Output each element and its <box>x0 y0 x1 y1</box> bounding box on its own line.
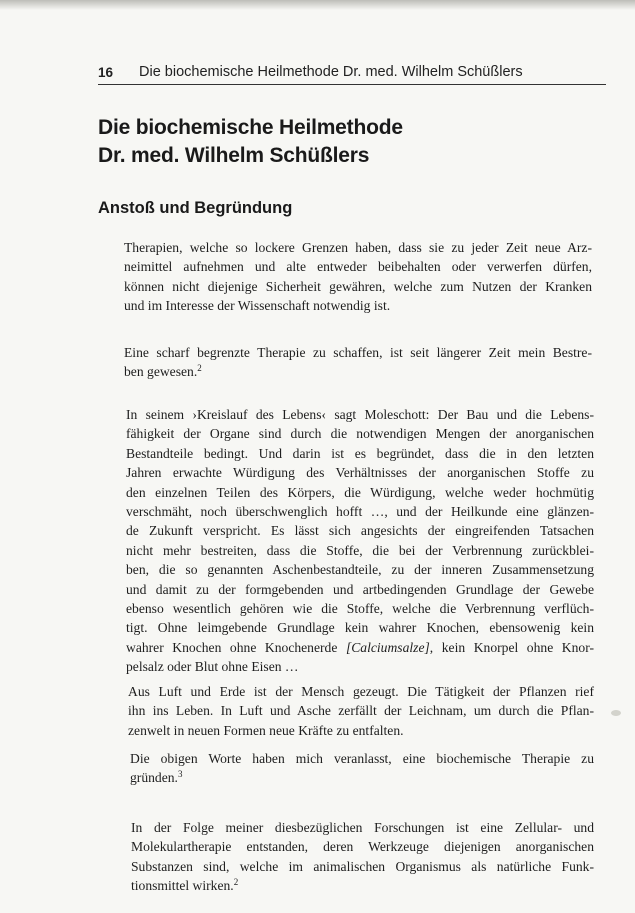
text-line: Eine scharf begrenzte Therapie zu schaffen, ist seit längerer Zeit mein Bestre- <box>124 345 592 360</box>
chapter-title-line-2: Dr. med. Wilhelm Schüßlers <box>98 144 370 167</box>
text-line: verschmäht, noch überschwenglich hofft …, und der Heilkunde eine glänzen- <box>126 504 594 520</box>
text-line: fähigkeit der Organe sind durch die notwendigen Mengen der anorganischen <box>126 426 594 442</box>
text-fragment: wahrer Knochen ohne Knochenerde <box>126 639 346 655</box>
section-heading: Anstoß und Begründung <box>98 199 293 217</box>
text-line: und im Interesse der Wissenschaft notwendig ist. <box>124 298 391 314</box>
text-line: tigt. Ohne leimgebende Grundlage kein wahrer Knochen, ebensowenig kein <box>126 620 594 636</box>
text-line <box>130 768 594 787</box>
text-line: neimittel aufnehmen und alte entweder beibehalten oder verwerfen dürfen, <box>124 259 592 275</box>
paragraph-luft-und-erde <box>128 682 594 740</box>
text-line: Bestandteile bedingt. Und darin ist es begründet, dass die in den letzten <box>126 445 594 461</box>
text-line: Molekulartherapie entstanden, deren Werkzeuge diejenigen anorganischen <box>131 839 594 855</box>
text-fragment: ben gewesen. <box>124 364 198 380</box>
text-fragment: tionsmittel wirken. <box>131 878 234 894</box>
text-line: In seinem ›Kreislauf des Lebens‹ sagt Moleschott: Der Bau und die Lebens- <box>126 407 594 422</box>
paragraph-obigen-worte <box>130 749 594 788</box>
paragraph-forschungen <box>131 818 594 896</box>
text-line <box>126 638 594 657</box>
text-line: de Zukunft verspricht. Es lässt sich angesichts der eingreifenden Tatsachen <box>126 523 594 539</box>
text-line: den einzelnen Teilen des Körpers, die Würdigung, welche weder hochmütig <box>126 484 594 500</box>
header-rule <box>98 84 606 85</box>
text-fragment: , kein Knorpel ohne Knor- <box>429 639 594 655</box>
footnote-marker: 3 <box>177 769 183 780</box>
text-line: In der Folge meiner diesbezüglichen Forschungen ist eine Zellular- und <box>131 820 594 835</box>
italic-insertion: [Calciumsalze] <box>345 639 430 655</box>
text-line <box>131 876 594 895</box>
page-number: 16 <box>98 65 114 80</box>
text-line: zenwelt in neuen Formen neue Kräfte zu entfalten. <box>128 722 404 738</box>
paragraph-scharf-begrenzte-therapie <box>124 343 592 382</box>
text-line: können nicht diejenige Sicherheit gewähren, welche zum Nutzen der Kranken <box>124 278 592 294</box>
paragraph-moleschott-quote <box>126 405 594 677</box>
text-line <box>124 362 592 381</box>
chapter-title-line-1: Die biochemische Heilmethode <box>98 116 403 139</box>
text-line: Substanzen sind, welche im animalischen Organismus als natürliche Funk- <box>131 858 594 874</box>
text-line: Die obigen Worte haben mich veranlasst, eine biochemische Therapie zu <box>130 751 594 766</box>
chapter-title <box>98 114 578 170</box>
paragraph-therapien <box>124 238 592 316</box>
text-line: und damit zu der formgebenden und artbedingenden Grundlage der Gewebe <box>126 581 594 597</box>
text-fragment: gründen. <box>130 770 178 786</box>
running-title: Die biochemische Heilmethode Dr. med. Wilhelm Schüßlers <box>139 64 523 80</box>
text-line: nicht mehr bestreiten, dass die Stoffe, die bei der Verbrennung zurückblei- <box>126 542 594 558</box>
footnote-marker: 2 <box>233 877 239 888</box>
text-line: Therapien, welche so lockere Grenzen haben, dass sie zu jeder Zeit neue Arz- <box>124 240 592 255</box>
text-line: Aus Luft und Erde ist der Mensch gezeugt. Die Tätigkeit der Pflanzen rief <box>128 684 594 699</box>
text-line: pelsalz oder Blut ohne Eisen … <box>126 659 299 675</box>
footnote-marker: 2 <box>197 363 202 374</box>
scan-edge <box>0 0 635 10</box>
text-line: Jahren erwachte Würdigung des Verhältnisses der anorganischen Stoffe zu <box>126 465 594 481</box>
scan-smudge <box>611 710 621 716</box>
text-line: ihn ins Leben. In Luft und Asche zerfällt der Leichnam, um durch die Pflan- <box>128 703 594 719</box>
text-line: ben, die so genannten Aschenbestandteile, zu der inneren Zusammensetzung <box>126 562 594 578</box>
running-header <box>98 62 606 84</box>
text-line: ebenso wesentlich gehören wie die Stoffe, welche die Verbrennung verflüch- <box>126 601 594 617</box>
